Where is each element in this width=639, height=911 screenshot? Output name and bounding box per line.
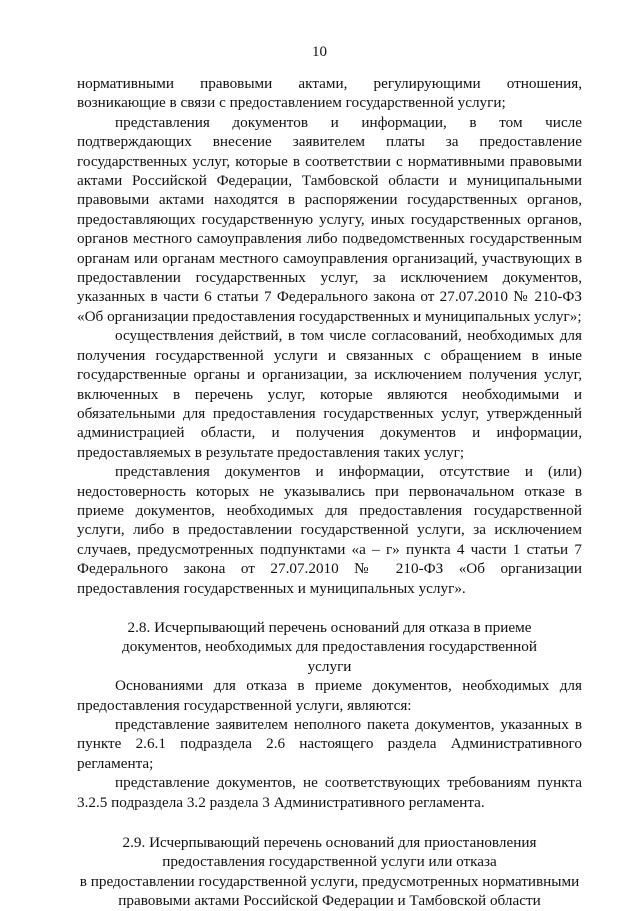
spacer <box>77 598 582 618</box>
section-2-9-heading <box>77 833 582 911</box>
section-heading-line: правовыми актами Российской Федерации и Тамбовской области <box>118 892 541 910</box>
document-body <box>77 74 582 911</box>
section-heading-line: предоставления государственной услуги или отказа <box>162 853 497 871</box>
section-heading-line: 2.8. Исчерпывающий перечень оснований для отказа в приеме <box>127 618 532 636</box>
paragraph-incomplete-package: представление заявителем неполного пакета документов, указанных в пункте 2.6.1 подраздела 2.6 настоящего раздела Административного регламента; <box>77 716 582 772</box>
paragraph-approvals: осуществления действий, в том числе согласований, необходимых для получения государственной услуги и связанных с обращением в иные государственные органы и организации, за исключением получения услуг, включенных в перечень услуг, которые являются необходимыми и обязательными для предоставления государственных услуг, утвержденный администрацией области, и получения документов и информации, предоставляемых в результате предоставления таких услуг; <box>77 327 582 461</box>
paragraph-regulation-continuation: нормативными правовыми актами, регулирующими отношения, возникающие в связи с предоставлением государственной услуги; <box>77 75 582 112</box>
section-heading-line: в предоставлении государственной услуги, предусмотренных нормативными <box>79 872 580 890</box>
section-heading-line: услуги <box>307 657 352 675</box>
section-2-8-heading <box>77 618 582 676</box>
paragraph-missing-documents: представления документов и информации, отсутствие и (или) недостоверность которых не указывались при первоначальном отказе в приеме документов, необходимых для предоставления государственной услуги, либо в предоставлении государственной услуги, за исключением случаев, предусмотренных подпунктами «а – г» пункта 4 части 1 статьи 7 Федерального закона от 27.07.2010 № 210-ФЗ «Об организации предоставления государственных и муниципальных услуг». <box>77 463 582 597</box>
paragraph-nonconforming-documents: представление документов, не соответствующих требованиям пункта 3.2.5 подраздела 3.2 раздела 3 Административного регламента. <box>77 774 582 811</box>
section-heading-line: 2.9. Исчерпывающий перечень оснований для приостановления <box>122 834 537 852</box>
section-heading-line: документов, необходимых для предоставления государственной <box>122 638 537 656</box>
paragraph-refusal-grounds-intro: Основаниями для отказа в приеме документов, необходимых для предоставления государственной услуги, являются: <box>77 677 582 714</box>
page-number: 10 <box>312 44 327 60</box>
spacer <box>77 812 582 833</box>
paragraph-documents-in-possession: представления документов и информации, в том числе подтверждающих внесение заявителем платы за предоставление государственных услуг, которые в соответствии с нормативными правовыми актами Российской Федерации, Тамбовской области и муниципальными правовыми актами находятся в распоряжении государственных органов, предоставляющих государственную услугу, иных государственных органов, органов местного самоуправления либо подведомственных государственным органам или органам местного самоуправления организаций, участвующих в предоставлении государственных услуг, за исключением документов, указанных в части 6 статьи 7 Федерального закона от 27.07.2010 № 210-ФЗ «Об организации предоставления государственных и муниципальных услуг»; <box>77 113 582 325</box>
